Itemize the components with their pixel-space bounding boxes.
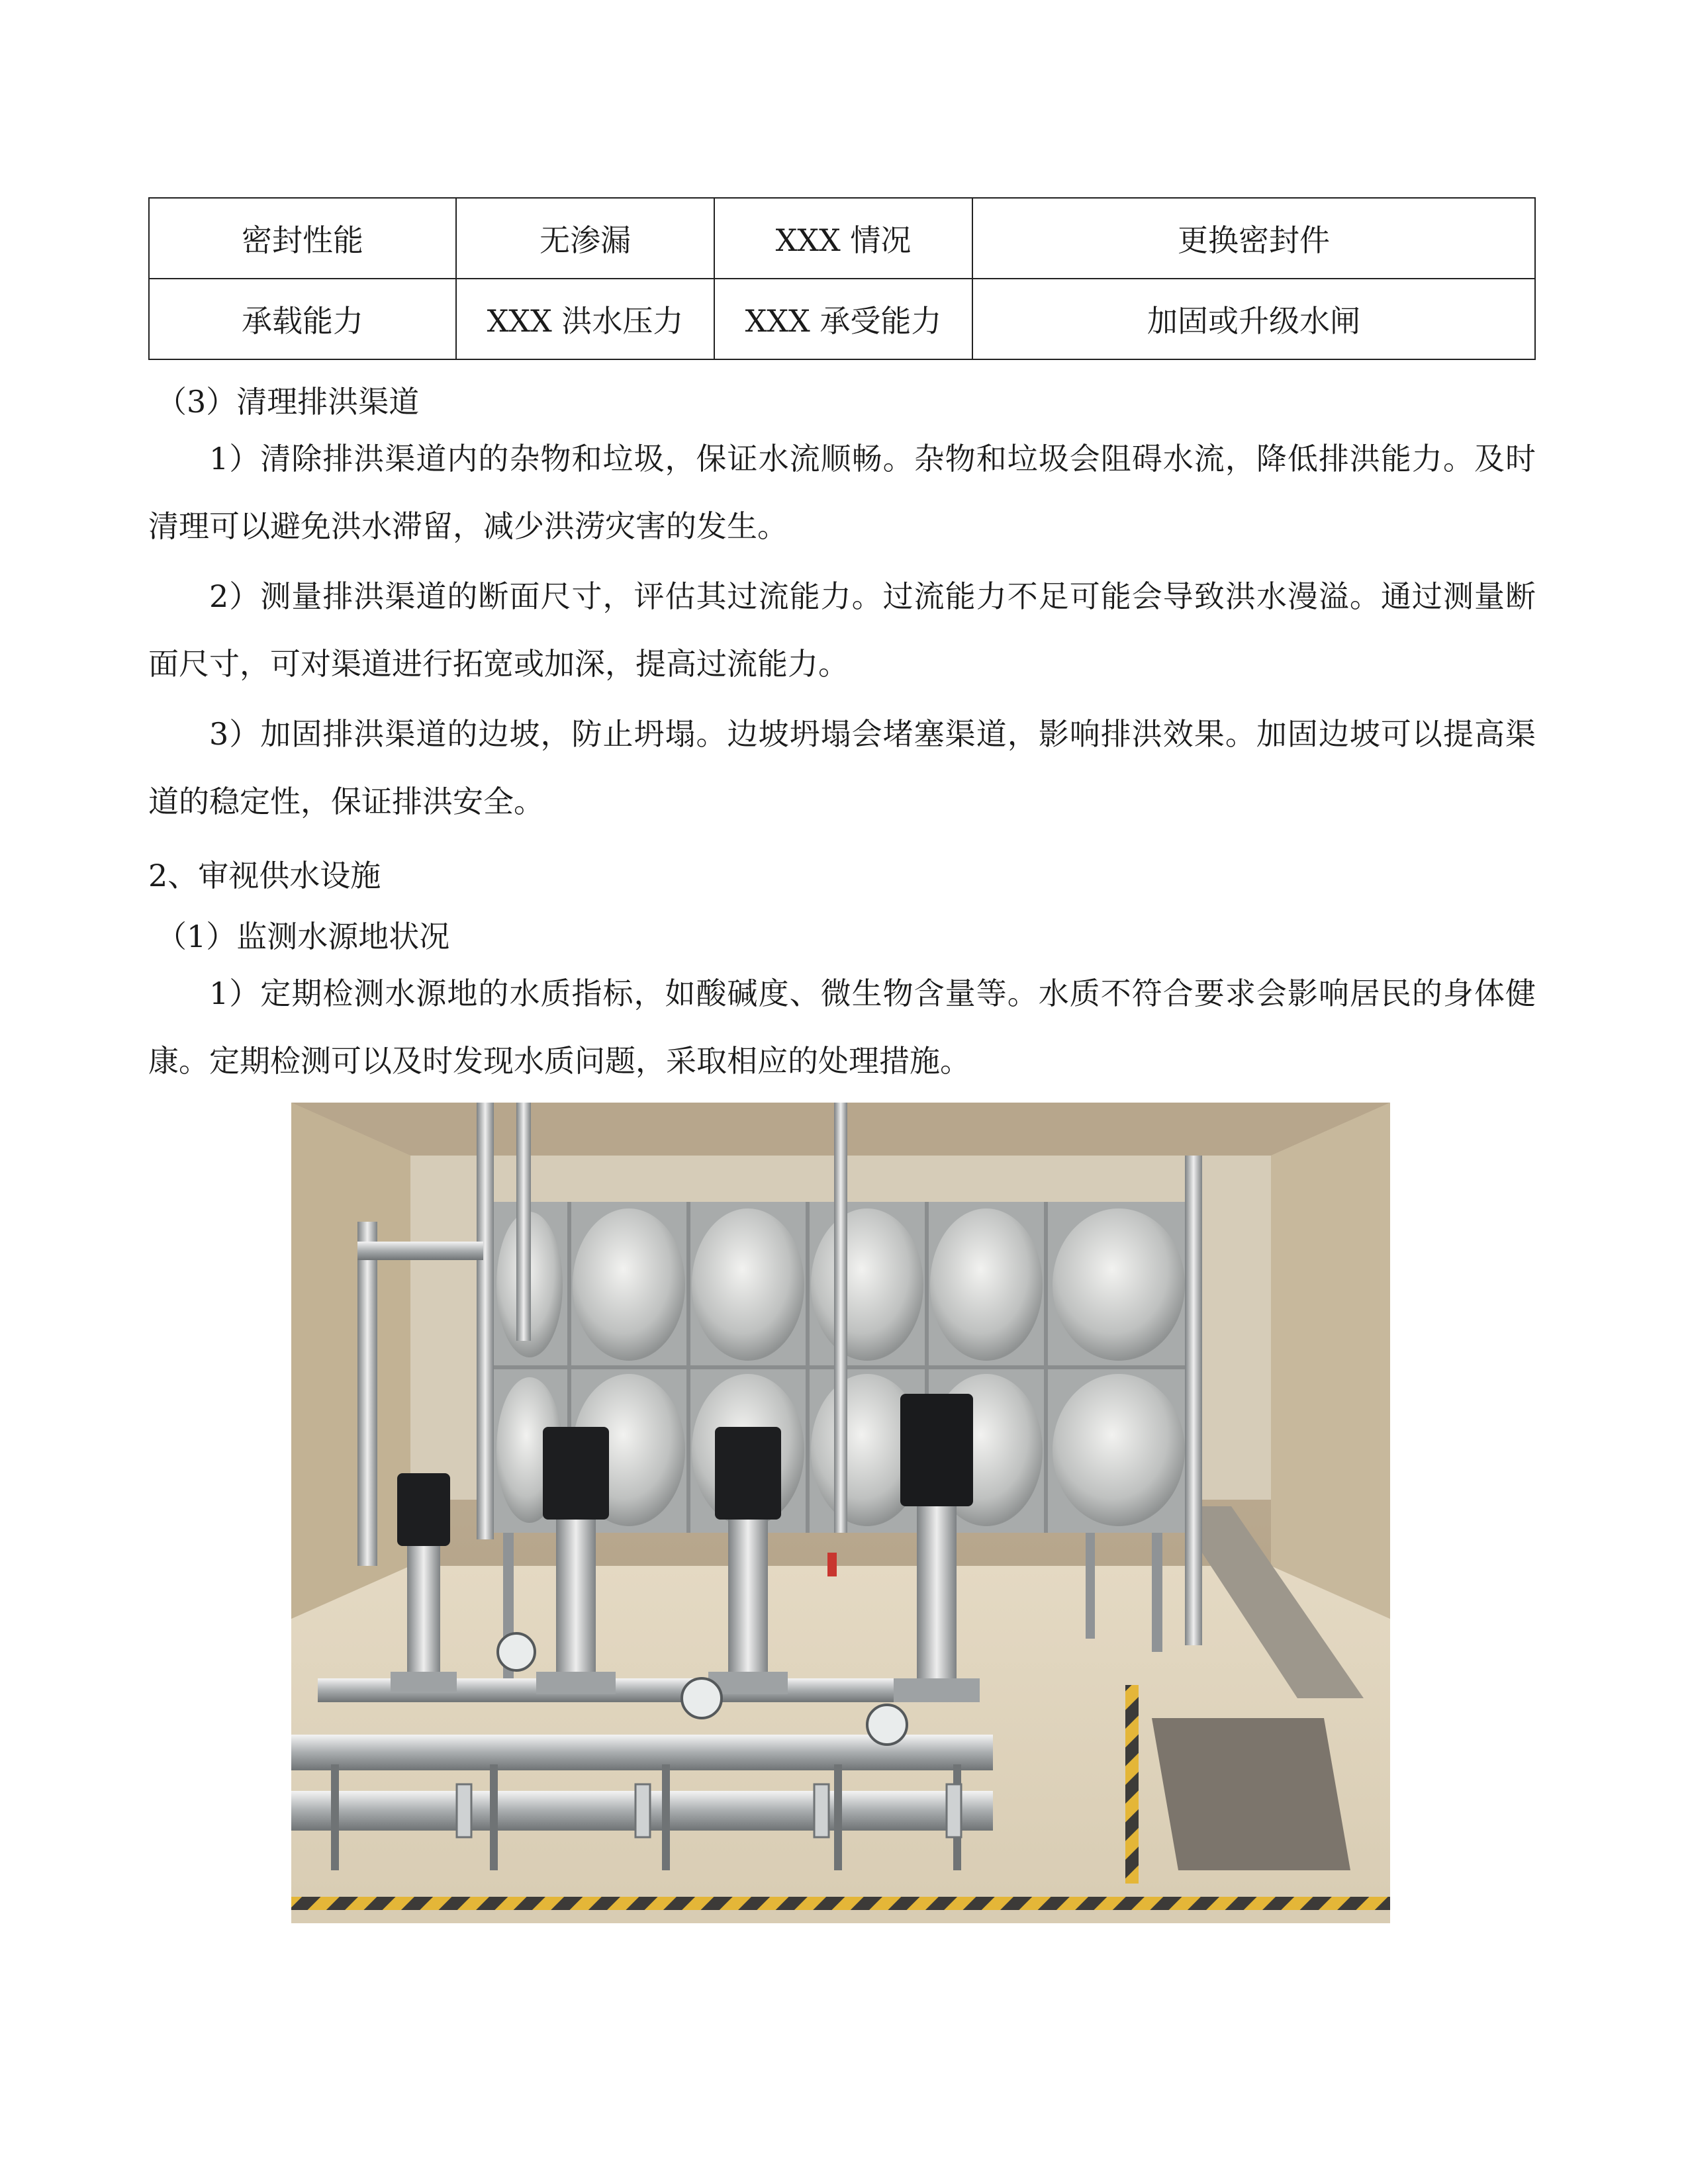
table-cell: 加固或升级水闸 [972,279,1535,359]
paragraph: 1）定期检测水源地的水质指标，如酸碱度、微生物含量等。水质不符合要求会影响居民的身体健康。定期检测可以及时发现水质问题，采取相应的处理措施。 [148,976,1536,1079]
table-cell: XXX 情况 [714,198,972,279]
paragraph: 1）清除排洪渠道内的杂物和垃圾，保证水流顺畅。杂物和垃圾会阻碍水流，降低排洪能力。及时清理可以避免洪水滞留，减少洪涝灾害的发生。 [148,441,1536,544]
section-heading: 2、审视供水设施 [148,858,381,893]
table-cell: XXX 承受能力 [714,279,972,359]
paragraph: 3）加固排洪渠道的边坡，防止坍塌。边坡坍塌会堵塞渠道，影响排洪效果。加固边坡可以提高渠道的稳定性，保证排洪安全。 [148,716,1536,819]
paragraph: 2）测量排洪渠道的断面尺寸，评估其过流能力。过流能力不足可能会导致洪水漫溢。通过测量断面尺寸，可对渠道进行拓宽或加深，提高过流能力。 [148,578,1536,682]
subsection-heading: （1）监测水源地状况 [156,919,450,954]
section-heading: （3）清理排洪渠道 [156,384,420,420]
table-cell: 密封性能 [149,198,456,279]
table-cell: 更换密封件 [972,198,1535,279]
water-pump-room-photo [291,1103,1390,1923]
table-cell: 无渗漏 [456,198,714,279]
table-row [149,279,1535,359]
table-cell: XXX 洪水压力 [456,279,714,359]
table-cell: 承载能力 [149,279,456,359]
table-row [149,198,1535,279]
spec-table [148,197,1536,360]
